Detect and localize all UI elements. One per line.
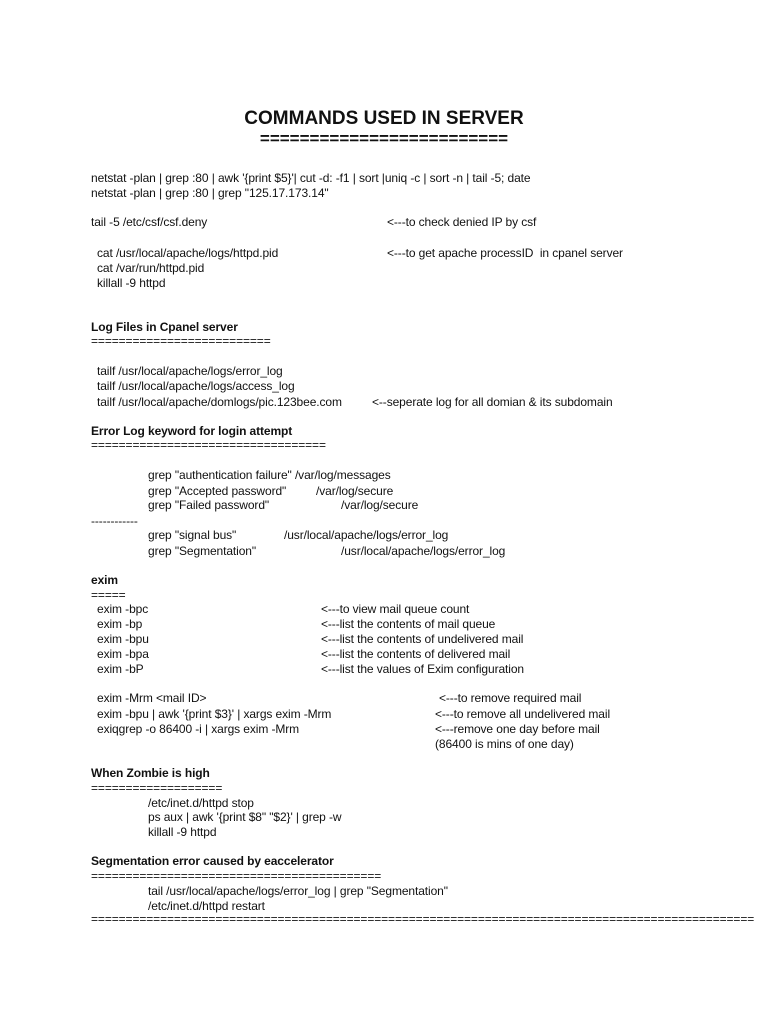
exim-rule: ===== — [91, 588, 126, 602]
exim-remove-command-2: exim -bpu | awk '{print $3}' | xargs exim -Mrm — [97, 707, 332, 721]
grep-signal-bus-path: /usr/local/apache/logs/error_log — [284, 528, 449, 542]
grep-accepted-path: /var/log/secure — [316, 484, 394, 498]
document-end-rule: ================================================================================================ — [91, 912, 755, 926]
exim-remove-command-1: exim -Mrm <mail ID> — [97, 691, 207, 705]
zombie-rule: =================== — [91, 781, 223, 795]
grep-failed-password: grep "Failed password" — [148, 498, 270, 512]
segmentation-rule: ========================================== — [91, 869, 382, 883]
exim-row-note: <---list the values of Exim configuration — [321, 662, 524, 676]
zombie-command-2: ps aux | awk '{print $8" "$2}' | grep -w — [148, 810, 342, 824]
zombie-heading: When Zombie is high — [91, 766, 210, 780]
page-title: COMMANDS USED IN SERVER — [244, 108, 524, 129]
exim-heading: exim — [91, 573, 118, 587]
grep-segmentation-path: /usr/local/apache/logs/error_log — [341, 544, 506, 558]
exim-row-note: <---to view mail queue count — [321, 602, 470, 616]
apache-pid-command-1: cat /usr/local/apache/logs/httpd.pid — [97, 246, 279, 260]
exim-row-cmd: exim -bpc — [97, 602, 149, 616]
exim-row-cmd: exim -bpa — [97, 647, 149, 661]
exim-remove-note-2: <---to remove all undelivered mail — [435, 707, 611, 721]
title-underline: ========================= — [259, 129, 509, 148]
exim-row-note: <---list the contents of undelivered mail — [321, 632, 524, 646]
netstat-command-2: netstat -plan | grep :80 | grep "125.17.173.14" — [91, 186, 329, 200]
log-files-note-3: <--seperate log for all domian & its subdomain — [372, 395, 613, 409]
error-log-heading: Error Log keyword for login attempt — [91, 424, 293, 438]
log-files-command-1: tailf /usr/local/apache/logs/error_log — [97, 364, 283, 378]
exim-row-cmd: exim -bpu — [97, 632, 149, 646]
segmentation-command-2: /etc/inet.d/httpd restart — [148, 899, 265, 913]
error-log-separator: ------------ — [91, 514, 138, 528]
grep-accepted-password: grep "Accepted password" — [148, 484, 287, 498]
segmentation-command-1: tail /usr/local/apache/logs/error_log | grep "Segmentation" — [148, 884, 448, 898]
exim-row-cmd: exim -bP — [97, 662, 144, 676]
log-files-command-2: tailf /usr/local/apache/logs/access_log — [97, 379, 295, 393]
exim-remove-note-3b: (86400 is mins of one day) — [435, 737, 574, 751]
zombie-command-3: killall -9 httpd — [148, 825, 217, 839]
exim-row-note: <---list the contents of mail queue — [321, 617, 496, 631]
apache-pid-command-3: killall -9 httpd — [97, 276, 166, 290]
segmentation-heading: Segmentation error caused by eaccelerator — [91, 854, 334, 868]
exim-remove-command-3: exiqgrep -o 86400 -i | xargs exim -Mrm — [97, 722, 300, 736]
grep-segmentation: grep "Segmentation" — [148, 544, 257, 558]
netstat-command-1: netstat -plan | grep :80 | awk '{print $5}'| cut -d: -f1 | sort |uniq -c | sort -n | tail -5; date — [91, 171, 531, 185]
grep-failed-path: /var/log/secure — [341, 498, 419, 512]
csf-command: tail -5 /etc/csf/csf.deny — [91, 215, 208, 229]
exim-remove-note-1: <---to remove required mail — [439, 691, 582, 705]
csf-note: <---to check denied IP by csf — [387, 215, 537, 229]
log-files-rule: ========================== — [91, 334, 271, 348]
exim-row-cmd: exim -bp — [97, 617, 143, 631]
grep-auth-failure: grep "authentication failure" /var/log/messages — [148, 468, 391, 482]
exim-row-note: <---list the contents of delivered mail — [321, 647, 511, 661]
error-log-rule: ================================== — [91, 438, 326, 452]
zombie-command-1: /etc/inet.d/httpd stop — [148, 796, 254, 810]
apache-pid-command-2: cat /var/run/httpd.pid — [97, 261, 205, 275]
apache-pid-note: <---to get apache processID in cpanel server — [387, 246, 623, 260]
grep-signal-bus: grep "signal bus" — [148, 528, 237, 542]
exim-remove-note-3: <---remove one day before mail — [435, 722, 600, 736]
log-files-heading: Log Files in Cpanel server — [91, 320, 238, 334]
log-files-command-3: tailf /usr/local/apache/domlogs/pic.123bee.com — [97, 395, 342, 409]
